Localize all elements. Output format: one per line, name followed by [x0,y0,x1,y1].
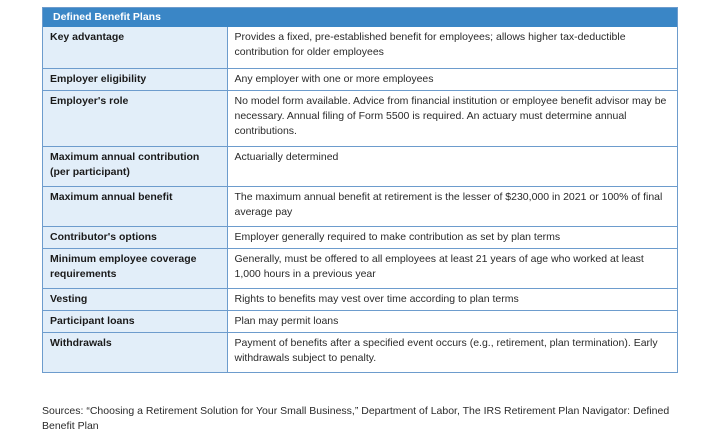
row-label: Maximum annual contribution (per participant) [43,146,227,186]
row-value: Provides a fixed, pre-established benefit for employees; allows higher tax-deductible contribution for older employees [227,27,677,68]
row-label: Maximum annual benefit [43,186,227,226]
table-row [43,27,677,68]
row-value: Actuarially determined [227,146,677,186]
row-value: Employer generally required to make contribution as set by plan terms [227,226,677,248]
table-row [43,186,677,226]
table-row [43,226,677,248]
sources-note: Sources: “Choosing a Retirement Solution for Your Small Business,” Department of Labor, The IRS Retirement Plan Navigator: Defined Benefit Plan [42,405,670,432]
row-value: Generally, must be offered to all employees at least 21 years of age who worked at least 1,000 hours in a previous year [227,248,677,288]
row-value: The maximum annual benefit at retirement is the lesser of $230,000 in 2021 or 100% of final average pay [227,186,677,226]
row-label: Employer's role [43,90,227,146]
row-label: Withdrawals [43,332,227,372]
row-label: Key advantage [43,27,227,68]
row-label: Minimum employee coverage requirements [43,248,227,288]
row-value: Plan may permit loans [227,310,677,332]
table-row [43,68,677,90]
row-label: Vesting [43,288,227,310]
table-title: Defined Benefit Plans [43,8,677,27]
table-row [43,146,677,186]
row-value: Rights to benefits may vest over time according to plan terms [227,288,677,310]
table-row [43,248,677,288]
table-row [43,332,677,372]
row-value: No model form available. Advice from financial institution or employee benefit advisor may be necessary. Annual filing of Form 5500 is required. An actuary must determine annual contributions. [227,90,677,146]
row-label: Contributor's options [43,226,227,248]
plan-details-table [43,27,677,372]
row-label: Employer eligibility [43,68,227,90]
table-row [43,310,677,332]
table-row [43,288,677,310]
row-value: Payment of benefits after a specified event occurs (e.g., retirement, plan termination). Early withdrawals subject to penalty. [227,332,677,372]
table-row [43,90,677,146]
row-label: Participant loans [43,310,227,332]
defined-benefit-plans-table [42,7,678,373]
row-value: Any employer with one or more employees [227,68,677,90]
